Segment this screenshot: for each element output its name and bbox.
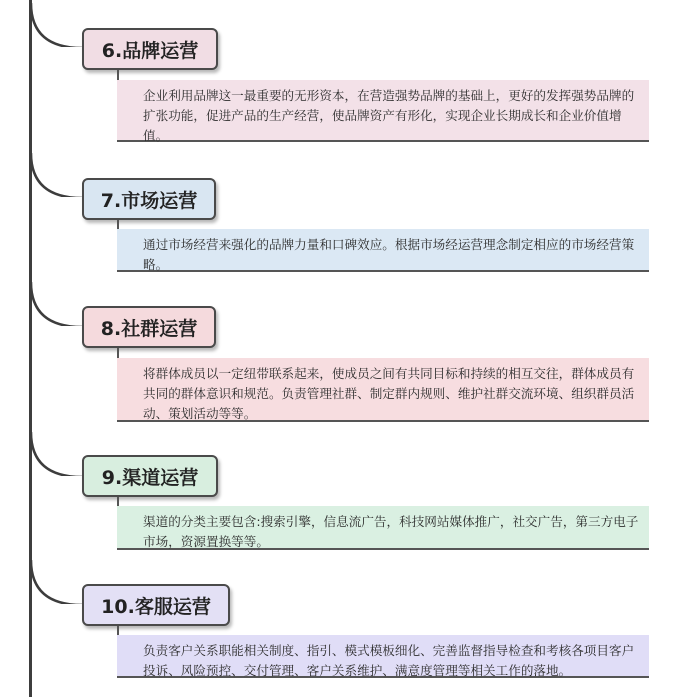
section-title-market-operation: 7.市场运营 xyxy=(82,178,216,220)
section-title-customer-service-operation: 10.客服运营 xyxy=(82,584,230,626)
section-description-customer-service-operation: 负责客户关系职能相关制度、指引、模式模板细化、完善监督指导检查和考核各项目客户投诉、风险预控、交付管理、客户关系维护、满意度管理等相关工作的落地。 xyxy=(117,635,649,678)
branch-connector xyxy=(30,432,86,476)
branch-connector xyxy=(30,560,86,604)
branch-connector xyxy=(30,153,86,197)
section-description-community-operation: 将群体成员以一定纽带联系起来，使成员之间有共同目标和持续的相互交往，群体成员有共同的群体意识和规范。负责管理社群、制定群内规则、维护社群交流环境、组织群员活动、策划活动等等。 xyxy=(117,358,649,422)
section-description-channel-operation: 渠道的分类主要包含:搜索引擎，信息流广告，科技网站媒体推广，社交广告，第三方电子市场，资源置换等等。 xyxy=(117,506,649,550)
section-description-brand-operation: 企业利用品牌这一最重要的无形资本，在营造强势品牌的基础上，更好的发挥强势品牌的扩张功能，促进产品的生产经营，使品牌资产有形化，实现企业长期成长和企业价值增值。 xyxy=(117,80,649,142)
section-description-market-operation: 通过市场经营来强化的品牌力量和口碑效应。根据市场经运营理念制定相应的市场经营策略。 xyxy=(117,229,649,272)
section-title-community-operation: 8.社群运营 xyxy=(82,306,216,348)
section-title-channel-operation: 9.渠道运营 xyxy=(82,455,218,497)
branch-connector xyxy=(30,3,86,47)
section-title-brand-operation: 6.品牌运营 xyxy=(82,28,218,70)
branch-connector xyxy=(30,282,86,326)
